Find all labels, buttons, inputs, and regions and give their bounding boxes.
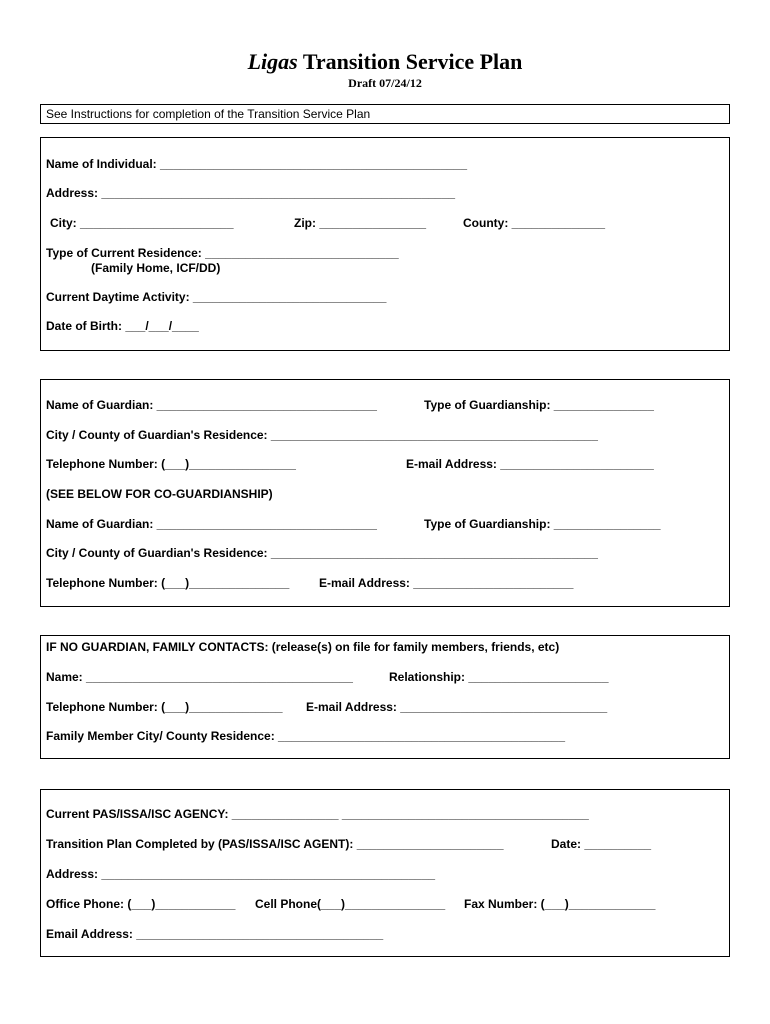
guardian-city-field[interactable]: City / County of Guardian's Residence: _________________________________________________	[46, 428, 598, 442]
guardian-name-field[interactable]: Name of Guardian: _________________________________	[46, 398, 377, 412]
family-name-field[interactable]: Name: ________________________________________	[46, 670, 353, 684]
daytime-activity-field[interactable]: Current Daytime Activity: _____________________________	[46, 290, 387, 304]
co-guardian-email-field[interactable]: E-mail Address: ________________________	[319, 576, 574, 590]
family-city-field[interactable]: Family Member City/ County Residence: ___________________________________________	[46, 729, 566, 743]
instructions-text: See Instructions for completion of the Transition Service Plan	[46, 107, 371, 121]
family-contacts-heading: IF NO GUARDIAN, FAMILY CONTACTS: (release(s) on file for family members, friends, etc)	[46, 640, 560, 654]
agency-section	[40, 789, 730, 957]
co-guardian-city-field[interactable]: City / County of Guardian's Residence: _________________________________________________	[46, 546, 598, 560]
co-guardianship-note: (SEE BELOW FOR CO-GUARDIANSHIP)	[46, 487, 273, 501]
individual-city-field[interactable]: City: _______________________	[50, 216, 234, 230]
family-email-field[interactable]: E-mail Address: _______________________________	[306, 700, 608, 714]
co-guardianship-type-field[interactable]: Type of Guardianship: ________________	[424, 517, 661, 531]
residence-type-note: (Family Home, ICF/DD)	[91, 261, 221, 275]
family-contacts-section	[40, 635, 730, 759]
individual-section	[40, 137, 730, 351]
guardian-phone-field[interactable]: Telephone Number: (___)________________	[46, 457, 296, 471]
guardian-email-field[interactable]: E-mail Address: _______________________	[406, 457, 654, 471]
office-phone-field[interactable]: Office Phone: (___)____________	[46, 897, 236, 911]
cell-phone-field[interactable]: Cell Phone(___)_______________	[255, 897, 446, 911]
fax-number-field[interactable]: Fax Number: (___)_____________	[464, 897, 656, 911]
agency-address-field[interactable]: Address: __________________________________________________	[46, 867, 436, 881]
draft-date: Draft 07/24/12	[348, 76, 422, 90]
page-title	[0, 49, 770, 75]
guardian-section	[40, 379, 730, 607]
completed-by-field[interactable]: Transition Plan Completed by (PAS/ISSA/ISC AGENT): ______________________	[46, 837, 504, 851]
individual-zip-field[interactable]: Zip: ________________	[294, 216, 427, 230]
instructions-box	[40, 104, 730, 124]
family-phone-field[interactable]: Telephone Number: (___)______________	[46, 700, 283, 714]
agency-field[interactable]: Current PAS/ISSA/ISC AGENCY: ________________ _____________________________________	[46, 807, 589, 821]
guardianship-type-field[interactable]: Type of Guardianship: _______________	[424, 398, 654, 412]
agency-email-field[interactable]: Email Address: _____________________________________	[46, 927, 384, 941]
individual-name-field[interactable]: Name of Individual: ______________________________________________	[46, 157, 468, 171]
title-text: Transition Service Plan	[297, 49, 523, 74]
family-relationship-field[interactable]: Relationship: _____________________	[389, 670, 609, 684]
residence-type-field[interactable]: Type of Current Residence: _____________________________	[46, 246, 399, 260]
individual-county-field[interactable]: County: ______________	[463, 216, 606, 230]
completion-date-field[interactable]: Date: __________	[551, 837, 652, 851]
individual-address-field[interactable]: Address: _____________________________________________________	[46, 186, 456, 200]
date-of-birth-field[interactable]: Date of Birth: ___/___/____	[46, 319, 199, 333]
co-guardian-phone-field[interactable]: Telephone Number: (___)_______________	[46, 576, 290, 590]
title-italic: Ligas	[247, 49, 298, 74]
co-guardian-name-field[interactable]: Name of Guardian: _________________________________	[46, 517, 377, 531]
